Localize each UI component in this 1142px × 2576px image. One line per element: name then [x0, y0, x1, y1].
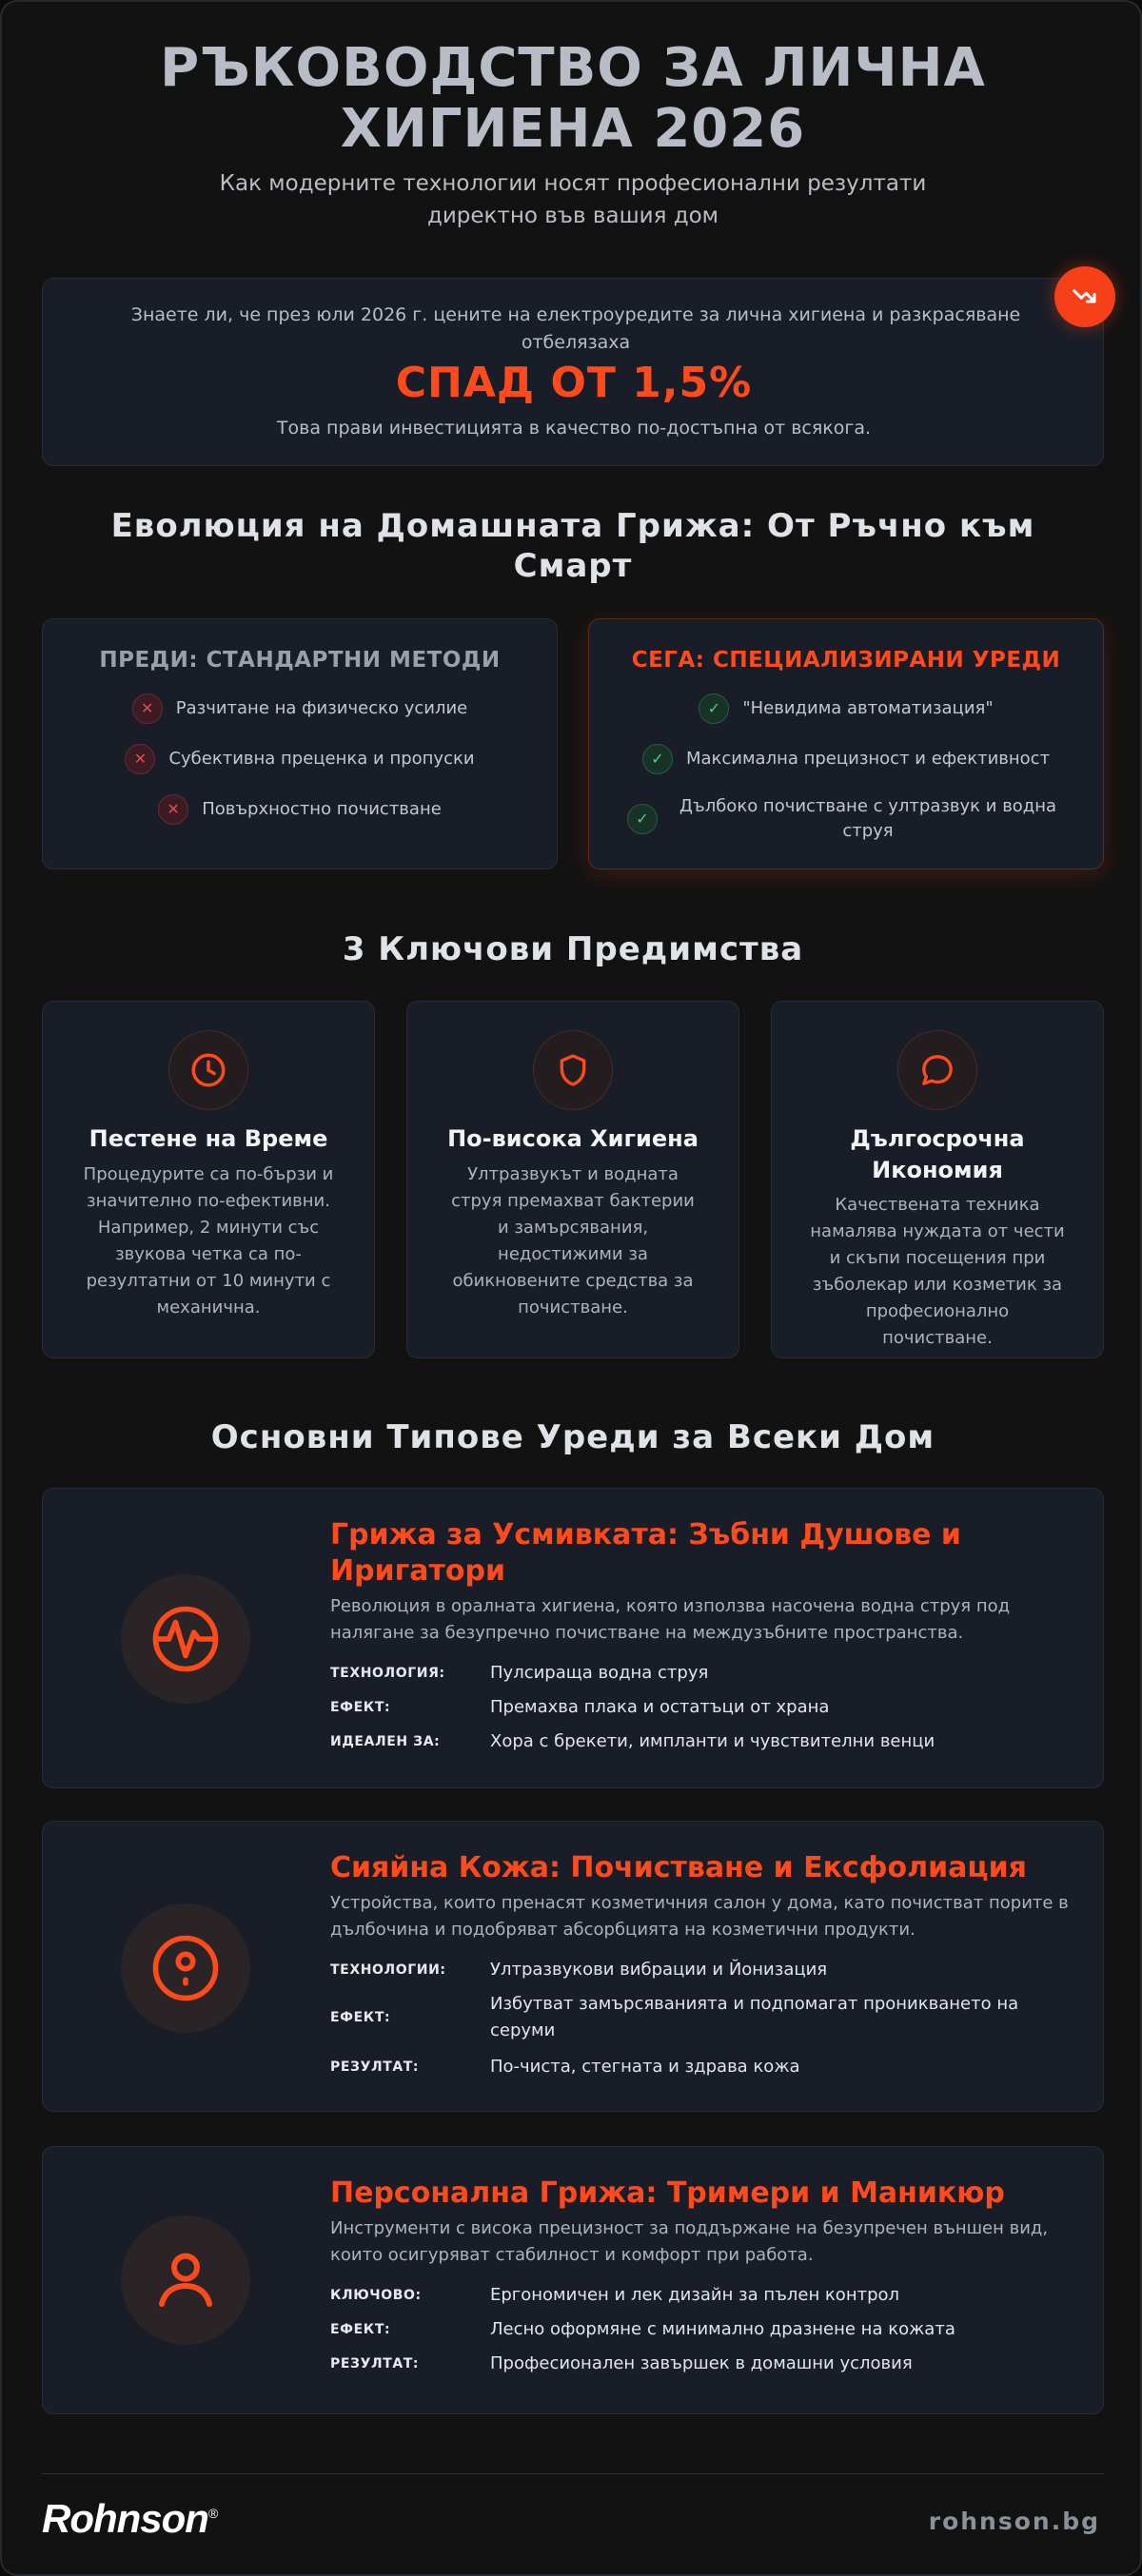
advantage-card-economy — [771, 1001, 1104, 1358]
spec-key: ЕФЕКТ: — [330, 2322, 391, 2337]
device-description: Инструменти с висока прецизност за поддържане на безупречен външен вид, които осигуряват стабилност и комфорт при работа. — [330, 2218, 1049, 2265]
advantage-card-time — [42, 1001, 375, 1358]
devices-section-title: Основни Типове Уреди за Всеки Дом — [210, 1418, 935, 1456]
device-card-skin — [42, 1821, 1104, 2112]
title-line-1: РЪКОВОДСТВО ЗА ЛИЧНА — [160, 37, 986, 99]
advantage-title: Пестене на Време — [89, 1125, 328, 1152]
now-card — [588, 618, 1104, 869]
device-title-line-2: Иригатори — [330, 1554, 506, 1588]
spec-value: Професионален завършек в домашни условия — [490, 2353, 913, 2373]
advantage-text: Ултразвукът и водната струя премахват бактерии и замърсявания, недостижими за обикновените средства за почистване. — [451, 1164, 695, 1317]
clock-icon — [168, 1030, 248, 1110]
spec-value: Избутват замърсяванията и подпомагат проникването на серуми — [490, 1994, 1019, 2040]
shield-icon — [533, 1030, 613, 1110]
brand-logo: Rohnson® — [42, 2496, 218, 2541]
spec-value: Ултразвукови вибрации и Йонизация — [490, 1960, 828, 1980]
trend-down-icon — [1054, 266, 1115, 327]
subtitle-line-2: директно във вашия дом — [426, 204, 719, 228]
page-subtitle — [173, 167, 973, 232]
spec-row — [330, 2316, 1092, 2343]
spec-row — [330, 1660, 1092, 1687]
check-icon: ✓ — [642, 744, 673, 774]
before-heading: ПРЕДИ: СТАНДАРТНИ МЕТОДИ — [99, 648, 501, 673]
device-title-line-1: Персонална Грижа: Тримери и Маникюр — [330, 2176, 1005, 2210]
device-title — [330, 1850, 1063, 1886]
spec-value: Хора с брекети, импланти и чувствителни венци — [490, 1731, 935, 1751]
now-heading: СЕГА: СПЕЦИАЛИЗИРАНИ УРЕДИ — [631, 648, 1061, 673]
spec-value: Лесно оформяне с минимално дразнене на кожата — [490, 2319, 955, 2339]
advantage-title-line-1: Дългосрочна — [850, 1125, 1025, 1152]
price-fact-card — [42, 278, 1104, 466]
list-item: ✓ Максимална прецизност и ефективност — [642, 744, 1050, 774]
subtitle-line-1: Как модерните технологии носят професионални резултати — [219, 171, 927, 196]
spec-key: ТЕХНОЛОГИИ: — [330, 1962, 446, 1978]
cross-icon: ✕ — [125, 744, 155, 774]
list-item: ✕ Разчитане на физическо усилие — [132, 693, 467, 724]
list-item: ✓ Дълбоко почистване с ултразвук и водна струя — [627, 794, 1065, 844]
check-icon: ✓ — [627, 804, 658, 834]
advantage-card-hygiene — [406, 1001, 739, 1358]
spec-value: Пулсираща водна струя — [490, 1663, 709, 1683]
title-line-2: ХИГИЕНА 2026 — [340, 98, 806, 160]
before-card — [42, 618, 558, 869]
spec-row — [330, 2054, 1092, 2080]
spec-row — [330, 1957, 1092, 1983]
spec-value: Премахва плака и остатъци от храна — [490, 1697, 830, 1717]
before-list — [43, 693, 557, 845]
advantage-title — [791, 1123, 1084, 1186]
user-icon — [121, 2215, 250, 2345]
spec-value: По-чиста, стегната и здрава кожа — [490, 2057, 800, 2077]
device-title-line-1: Грижа за Усмивката: Зъбни Душове и — [330, 1518, 961, 1551]
evolution-title-line-2: Смарт — [513, 547, 633, 585]
device-title — [330, 1517, 1063, 1590]
spec-key: КЛЮЧОВО: — [330, 2288, 422, 2303]
check-icon: ✓ — [699, 693, 729, 724]
now-list — [589, 693, 1103, 864]
evolution-section-title — [2, 506, 1142, 586]
spec-key: ТЕХНОЛОГИЯ: — [330, 1666, 445, 1681]
evolution-title-line-1: Еволюция на Домашната Грижа: От Ръчно към — [110, 507, 1035, 545]
spec-key: РЕЗУЛТАТ: — [330, 2356, 420, 2371]
fact-text: Знаете ли, че през юли 2026 г. цените на електроуредите за лична хигиена и разкрасяване отбелязаха — [130, 304, 1021, 353]
spec-key: РЕЗУЛТАТ: — [330, 2059, 420, 2075]
cross-icon: ✕ — [132, 693, 163, 724]
page-title — [2, 38, 1142, 160]
list-item: ✕ Повърхностно почистване — [158, 794, 442, 825]
pulse-wave-icon — [121, 1574, 250, 1704]
fact-highlight: СПАД ОТ 1,5% — [395, 359, 753, 407]
spec-value: Ергономичен и лек дизайн за пълен контрол — [490, 2285, 900, 2305]
spec-key: ИДЕАЛЕН ЗА: — [330, 1734, 441, 1749]
device-description: Устройства, които пренасят козметичния салон у дома, като почистват порите в дълбочина и подобряват абсорбцията на козметични продукти. — [330, 1893, 1069, 1940]
advantage-title: По-висока Хигиена — [447, 1125, 699, 1152]
facial-device-icon — [121, 1903, 250, 2033]
footer-divider — [42, 2473, 1104, 2474]
device-card-personal — [42, 2146, 1104, 2414]
device-title-line-1: Сияйна Кожа: Почистване и Ексфолиация — [330, 1851, 1027, 1884]
fact-note: Това прави инвестицията в качество по-достъпна от всякога. — [276, 418, 872, 439]
cross-icon: ✕ — [158, 794, 188, 825]
device-description: Революция в оралната хигиена, която използва насочена водна струя под налягане за безупречно почистване на междузъбните пространства. — [330, 1596, 1011, 1643]
device-title — [330, 2176, 1063, 2212]
spec-key: ЕФЕКТ: — [330, 1700, 391, 1715]
list-item: ✕ Субективна преценка и пропуски — [125, 744, 474, 774]
list-item: ✓ "Невидима автоматизация" — [699, 693, 993, 724]
advantage-text: Процедурите са по-бързи и значително по-ефективни. Например, 2 минути със звукова четка са по-резултатни от 10 минути с механична. — [83, 1164, 334, 1317]
advantage-text: Качествената техника намалява нуждата от чести и скъпи посещения при зъболекар или козметик за професионално почистване. — [810, 1195, 1065, 1348]
advantages-section-title: 3 Ключови Предимства — [342, 930, 804, 968]
spec-row — [330, 1694, 1092, 1721]
registered-mark: ® — [207, 2506, 218, 2521]
device-card-oral — [42, 1488, 1104, 1788]
spec-row — [330, 2351, 1092, 2377]
spec-key: ЕФЕКТ: — [330, 2010, 391, 2025]
website-link[interactable]: rohnson.bg — [928, 2508, 1100, 2535]
chat-bubble-icon — [897, 1030, 977, 1110]
advantage-title-line-2: Икономия — [872, 1157, 1003, 1183]
spec-row — [330, 1728, 1092, 1755]
spec-row — [330, 2282, 1092, 2309]
spec-row — [330, 1991, 1092, 2044]
